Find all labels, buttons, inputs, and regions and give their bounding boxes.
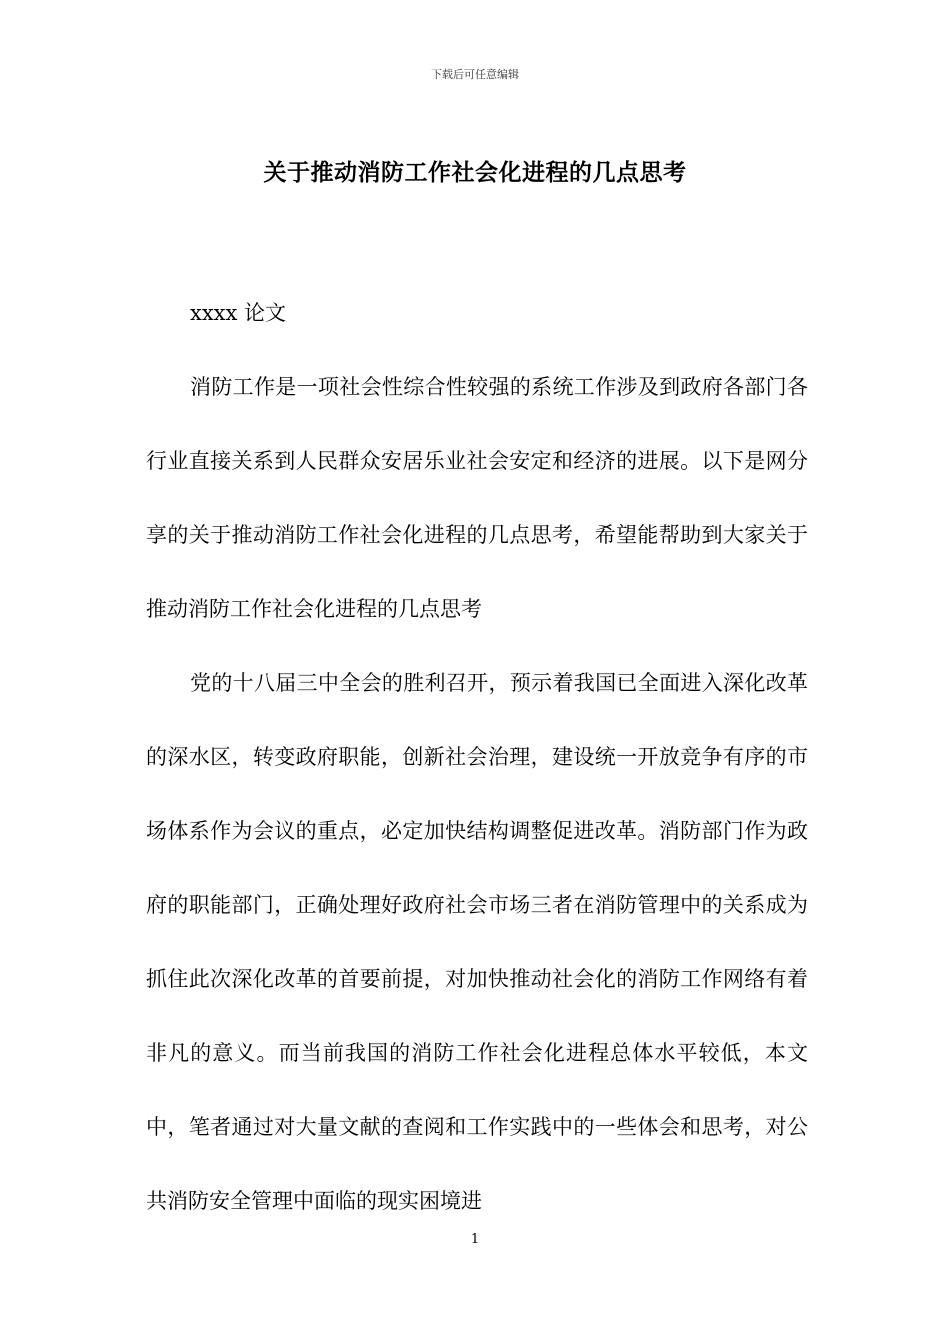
document-body — [146, 276, 808, 1238]
body-paragraph-1: 消防工作是一项社会性综合性较强的系统工作涉及到政府各部门各行业直接关系到人民群众安居乐业社会安定和经济的进展。以下是网分享的关于推动消防工作社会化进程的几点思考，希望能帮助到大家关于推动消防工作社会化进程的几点思考 — [146, 375, 808, 621]
author-line: xxxx 论文 — [190, 301, 287, 325]
page-number: 1 — [470, 1232, 480, 1247]
document-title: 关于推动消防工作社会化进程的几点思考 — [263, 159, 687, 186]
body-paragraph-2: 党的十八届三中全会的胜利召开，预示着我国已全面进入深化改革的深水区，转变政府职能，创新社会治理，建设统一开放竞争有序的市场体系作为会议的重点，必定加快结构调整促进改革。消防部门作为政府的职能部门，正确处理好政府社会市场三者在消防管理中的关系成为抓住此次深化改革的首要前提，对加快推动社会化的消防工作网络有着非凡的意义。而当前我国的消防工作社会化进程总体水平较低，本文中，笔者通过对大量文献的查阅和工作实践中的一些体会和思考，对公共消防安全管理中面临的现实困境进 — [146, 671, 808, 1213]
page-header-note: 下载后可任意编辑 — [431, 68, 519, 81]
